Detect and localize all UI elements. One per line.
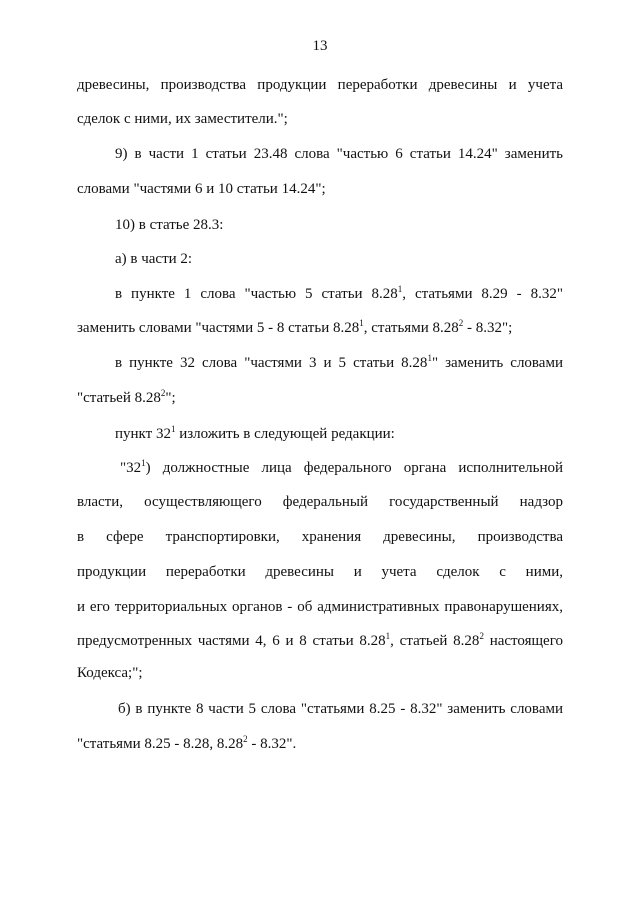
text-fragment: ) должностные лица федерального органа исполнительной (145, 460, 563, 476)
text-fragment: изложить в следующей редакции: (175, 426, 395, 442)
text-line-10 (77, 388, 563, 408)
text-line-13: власти, осуществляющего федеральный государственный надзор (77, 494, 563, 510)
text-fragment: в пункте 32 слова "частями 3 и 5 статьи 8.28 (115, 355, 428, 371)
text-line-18: Кодекса;"; (77, 665, 143, 681)
text-fragment: заменить словами "частями 5 - 8 статьи 8.28 (77, 320, 360, 336)
text-line-5: 10) в статье 28.3: (115, 217, 224, 233)
text-fragment: , статьями 8.28 (363, 320, 459, 336)
text-fragment: "статьей 8.28 (77, 390, 161, 406)
superscript: 1 (427, 353, 432, 363)
superscript: 1 (385, 631, 391, 641)
text-line-11 (115, 424, 563, 444)
text-line-3: 9) в части 1 статьи 23.48 слова "частью 6 статьи 14.24" заменить (115, 146, 563, 162)
text-line-6: а) в части 2: (115, 251, 193, 267)
superscript: 2 (243, 734, 248, 744)
text-line-19: б) в пункте 8 части 5 слова "статьями 8.25 - 8.32" заменить словами (118, 701, 563, 717)
superscript: 1 (397, 284, 403, 294)
text-fragment: - 8.32"; (463, 320, 513, 336)
text-line-8 (77, 318, 563, 338)
page-number: 13 (312, 38, 328, 54)
text-line-7 (115, 284, 563, 304)
text-fragment: "; (165, 390, 176, 406)
text-fragment: предусмотренных частями 4, 6 и 8 статьи 8.28 (77, 633, 386, 649)
superscript: 2 (160, 388, 166, 398)
text-fragment: "32 (120, 460, 142, 476)
superscript: 1 (359, 318, 364, 328)
text-line-1: древесины, производства продукции переработки древесины и учета (77, 77, 563, 93)
text-line-16: и его территориальных органов - об административных правонарушениях, (77, 599, 563, 615)
superscript: 1 (170, 424, 176, 434)
text-fragment: , статьей 8.28 (390, 633, 480, 649)
text-fragment: пункт 32 (115, 426, 171, 442)
text-line-17 (77, 631, 563, 651)
superscript: 2 (458, 318, 464, 328)
text-line-15: продукции переработки древесины и учета сделок с ними, (77, 564, 563, 580)
superscript: 2 (479, 631, 484, 641)
text-line-14: в сфере транспортировки, хранения древесины, производства (77, 529, 563, 545)
text-line-4: словами "частями 6 и 10 статьи 14.24"; (77, 181, 326, 197)
text-line-20 (77, 734, 563, 754)
text-fragment: "статьями 8.25 - 8.28, 8.28 (77, 736, 244, 752)
superscript: 1 (141, 458, 146, 468)
text-fragment: в пункте 1 слова "частью 5 статьи 8.28 (115, 286, 398, 302)
text-fragment: " заменить словами (431, 355, 563, 371)
text-fragment: настоящего (483, 633, 563, 649)
text-fragment: - 8.32". (247, 736, 297, 752)
text-line-9 (115, 353, 563, 373)
text-line-2: сделок с ними, их заместители."; (77, 111, 288, 127)
text-line-12 (120, 458, 563, 478)
text-fragment: , статьями 8.29 - 8.32" (402, 286, 563, 302)
